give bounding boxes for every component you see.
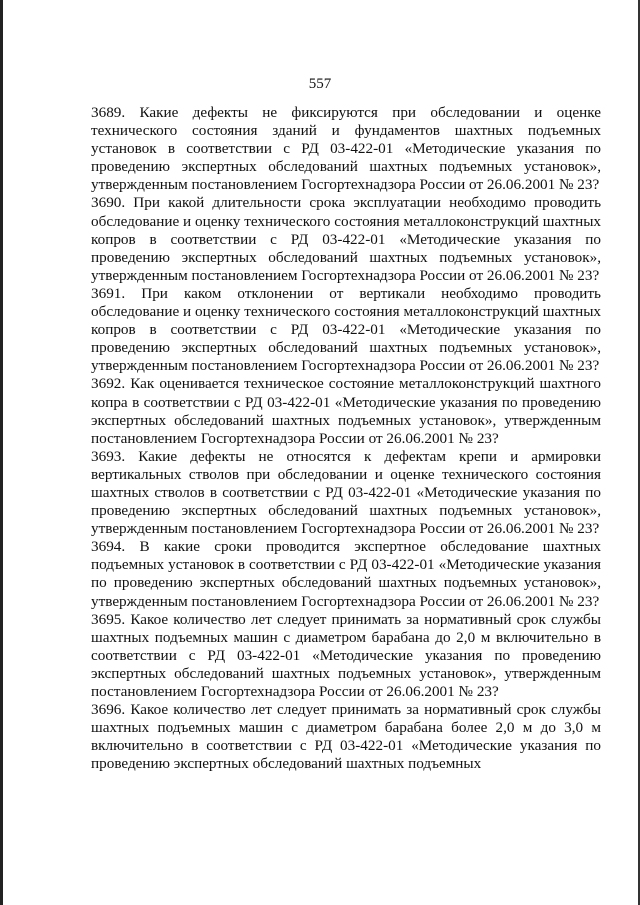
question-3693: 3693. Какие дефекты не относятся к дефектам крепи и армировки вертикальных стволов при обследовании и оценке технического состояния шахтных стволов в соответствии с РД 03-422-01 «Методические указания по проведению экспертных обследований шахтных подъемных установок», утвержденным постановлением Госгортехнадзора России от 26.06.2001 № 23?	[91, 447, 601, 538]
question-list	[91, 104, 601, 773]
question-3691: 3691. При каком отклонении от вертикали необходимо проводить обследование и оценку технического состояния металлоконструкций шахтных копров в соответствии с РД 03-422-01 «Методические указания по проведению экспертных обследований шахтных подъемных установок», утвержденным постановлением Госгортехнадзора России от 26.06.2001 № 23?	[91, 284, 601, 375]
question-3692: 3692. Как оценивается техническое состояние металлоконструкций шахтного копра в соответствии с РД 03-422-01 «Методические указания по проведению экспертных обследований шахтных подъемных установок», утвержденным постановлением Госгортехнадзора России от 26.06.2001 № 23?	[91, 375, 601, 447]
question-3689: 3689. Какие дефекты не фиксируются при обследовании и оценке технического состояния зданий и фундаментов шахтных подъемных установок в соответствии с РД 03-422-01 «Методические указания по проведению экспертных обследований шахтных подъемных установок», утвержденным постановлением Госгортехнадзора России от 26.06.2001 № 23?	[91, 104, 601, 194]
question-3694: 3694. В какие сроки проводится экспертное обследование шахтных подъемных установок в соответствии с РД 03-422-01 «Методические указания по проведению экспертных обследований шахтных подъемных установок», утвержденным постановлением Госгортехнадзора России от 26.06.2001 № 23?	[91, 538, 601, 610]
question-3690: 3690. При какой длительности срока эксплуатации необходимо проводить обследование и оценку технического состояния металлоконструкций шахтных копров в соответствии с РД 03-422-01 «Методические указания по проведению экспертных обследований шахтных подъемных установок», утвержденным постановлением Госгортехнадзора России от 26.06.2001 № 23?	[91, 194, 601, 284]
scan-edge-left	[0, 0, 3, 905]
page-number: 557	[308, 76, 332, 92]
question-3696: 3696. Какое количество лет следует принимать за нормативный срок службы шахтных подъемных машин с диаметром барабана более 2,0 м до 3,0 м включительно в соответствии с РД 03-422-01 «Методические указания по проведению экспертных обследований шахтных подъемных	[91, 701, 601, 773]
question-3695: 3695. Какое количество лет следует принимать за нормативный срок службы шахтных подъемных машин с диаметром барабана до 2,0 м включительно в соответствии с РД 03-422-01 «Методические указания по проведению экспертных обследований шахтных подъемных установок», утвержденным постановлением Госгортехнадзора России от 26.06.2001 № 23?	[91, 610, 601, 700]
